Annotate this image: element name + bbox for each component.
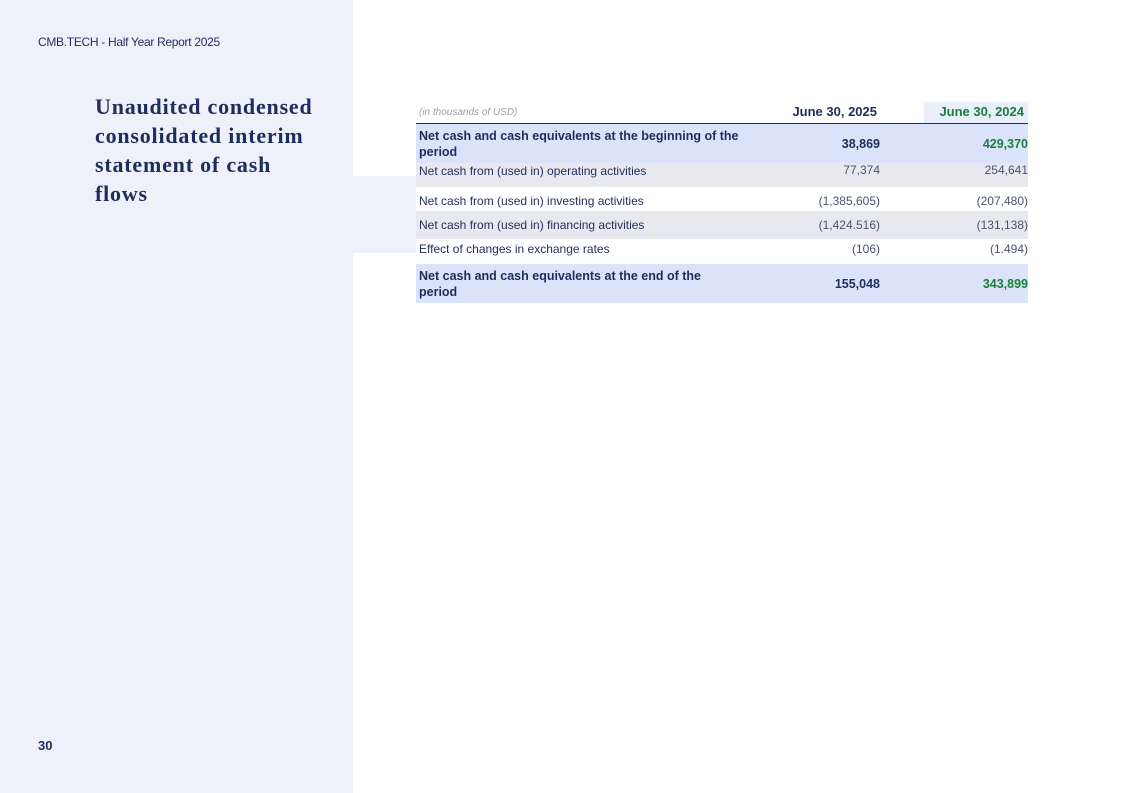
report-header: CMB.TECH - Half Year Report 2025 [38,35,220,49]
value-2024: 429,370 [982,136,1028,151]
value-2025: (1,385,605) [818,194,880,208]
table-row-opening-cash [416,124,1028,163]
value-2025: (1,424.516) [818,218,880,232]
value-2025: 155,048 [834,276,880,291]
units-note: (in thousands of USD) [419,107,518,118]
page-number: 30 [38,738,53,753]
table-header [416,102,1028,124]
row-label: Net cash from (used in) investing activities [419,194,644,208]
value-2024: 254,641 [984,163,1028,177]
row-label: Net cash and cash equivalents at the beginning of the period [419,128,739,159]
table-row-exchange-rates [416,239,1028,259]
table-row-financing [416,211,1028,239]
row-label: Net cash from (used in) operating activities [419,164,647,178]
table-row-investing [416,191,1028,211]
section-title: Unaudited condensed consolidated interim statement of cash flows [95,94,313,206]
value-2025: (106) [851,242,880,256]
value-2024: (131,138) [976,218,1028,232]
row-label: Effect of changes in exchange rates [419,242,610,256]
table-row-closing-cash [416,264,1028,303]
value-2024: (207,480) [976,194,1028,208]
row-label: Net cash from (used in) financing activities [419,218,645,232]
column-header-2025: June 30, 2025 [792,104,877,119]
decorative-band [353,176,416,253]
table-row-operating [416,163,1028,187]
left-panel [0,0,353,793]
value-2025: 77,374 [843,163,880,177]
cash-flow-table [416,102,1028,303]
value-2024: 343,899 [982,276,1028,291]
value-2024: (1.494) [989,242,1028,256]
value-2025: 38,869 [841,136,880,151]
column-header-2024: June 30, 2024 [924,102,1028,123]
row-label: Net cash and cash equivalents at the end of the period [419,268,702,299]
